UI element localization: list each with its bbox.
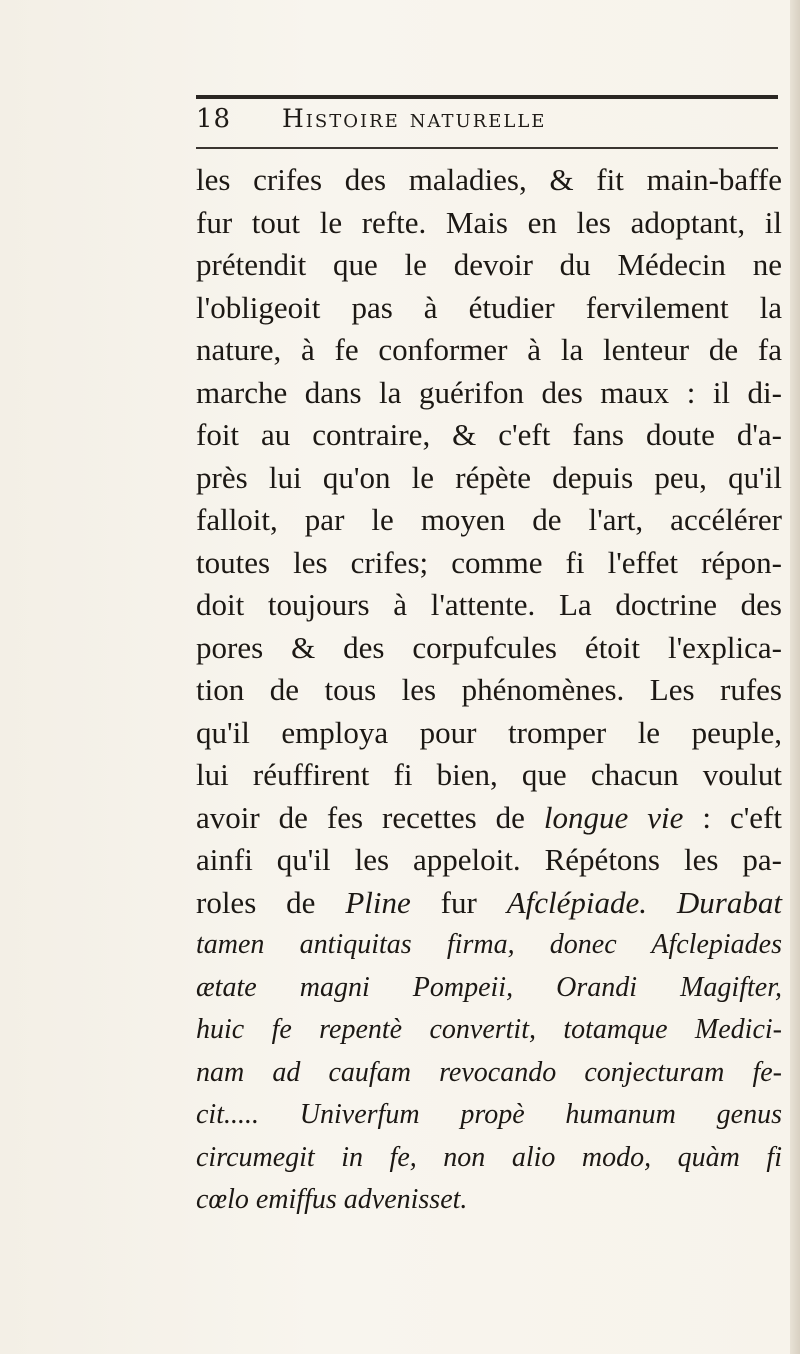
text-line: prétendit que le devoir du Médecin ne [196,247,782,282]
page-edge [790,0,800,1354]
text-line: lui réuffirent fi bien, que chacun voulut [196,757,782,792]
header-rule [196,95,778,99]
text-line: foit au contraire, & c'eft fans doute d'a- [196,417,782,452]
latin-quote-line: tamen antiquitas firma, donec Afclepiades [196,929,782,960]
latin-quote-line: huic fe repentè convertit, totamque Medici- [196,1014,782,1045]
text-run: : c'eft [683,799,782,835]
running-head [196,104,778,142]
page-number: 18 [196,104,232,134]
text-line: l'obligeoit pas à étudier fervilement la [196,289,782,325]
italic-phrase: Afclépiade. Durabat [506,884,782,920]
text-run: fur [410,884,507,920]
italic-phrase: longue vie [543,799,684,835]
text-line: les crifes des maladies, & fit main-baffe [196,162,782,197]
header-underline [196,147,778,149]
text-line: tion de tous les phénomènes. Les rufes [196,672,782,707]
text-run: roles de [196,884,346,920]
text-line: ainfi qu'il les appeloit. Répétons les pa- [196,842,782,877]
running-title: Histoire naturelle [282,104,547,133]
italic-phrase: Pline [345,884,411,920]
latin-quote-line: ætate magni Pompeii, Orandi Magifter, [196,971,782,1003]
text-line [196,882,782,925]
text-run: avoir de fes recettes de [196,799,544,835]
text-line: pores & des corpufcules étoit l'explica- [196,629,782,665]
text-line: fur tout le refte. Mais en les adoptant, il [196,204,782,240]
text-line [196,797,782,840]
latin-quote-line: cit..... Univerfum propè humanum genus [196,1099,782,1130]
latin-quote-line: circumegit in fe, non alio modo, quàm fi [196,1141,782,1173]
text-line: qu'il employa pour tromper le peuple, [196,714,782,750]
latin-quote-line: cœlo emiffus advenisset. [196,1184,468,1215]
text-line: falloit, par le moyen de l'art, accélérer [196,502,782,537]
text-line: toutes les crifes; comme fi l'effet répon- [196,544,782,580]
body-text [196,159,782,1222]
text-line: marche dans la guérifon des maux : il di- [196,374,782,410]
text-line: nature, à fe conformer à la lenteur de fa [196,332,782,367]
text-line: près lui qu'on le répète depuis peu, qu'il [196,459,782,495]
latin-quote-line: nam ad caufam revocando conjecturam fe- [196,1056,782,1088]
text-line: doit toujours à l'attente. La doctrine des [196,587,782,622]
